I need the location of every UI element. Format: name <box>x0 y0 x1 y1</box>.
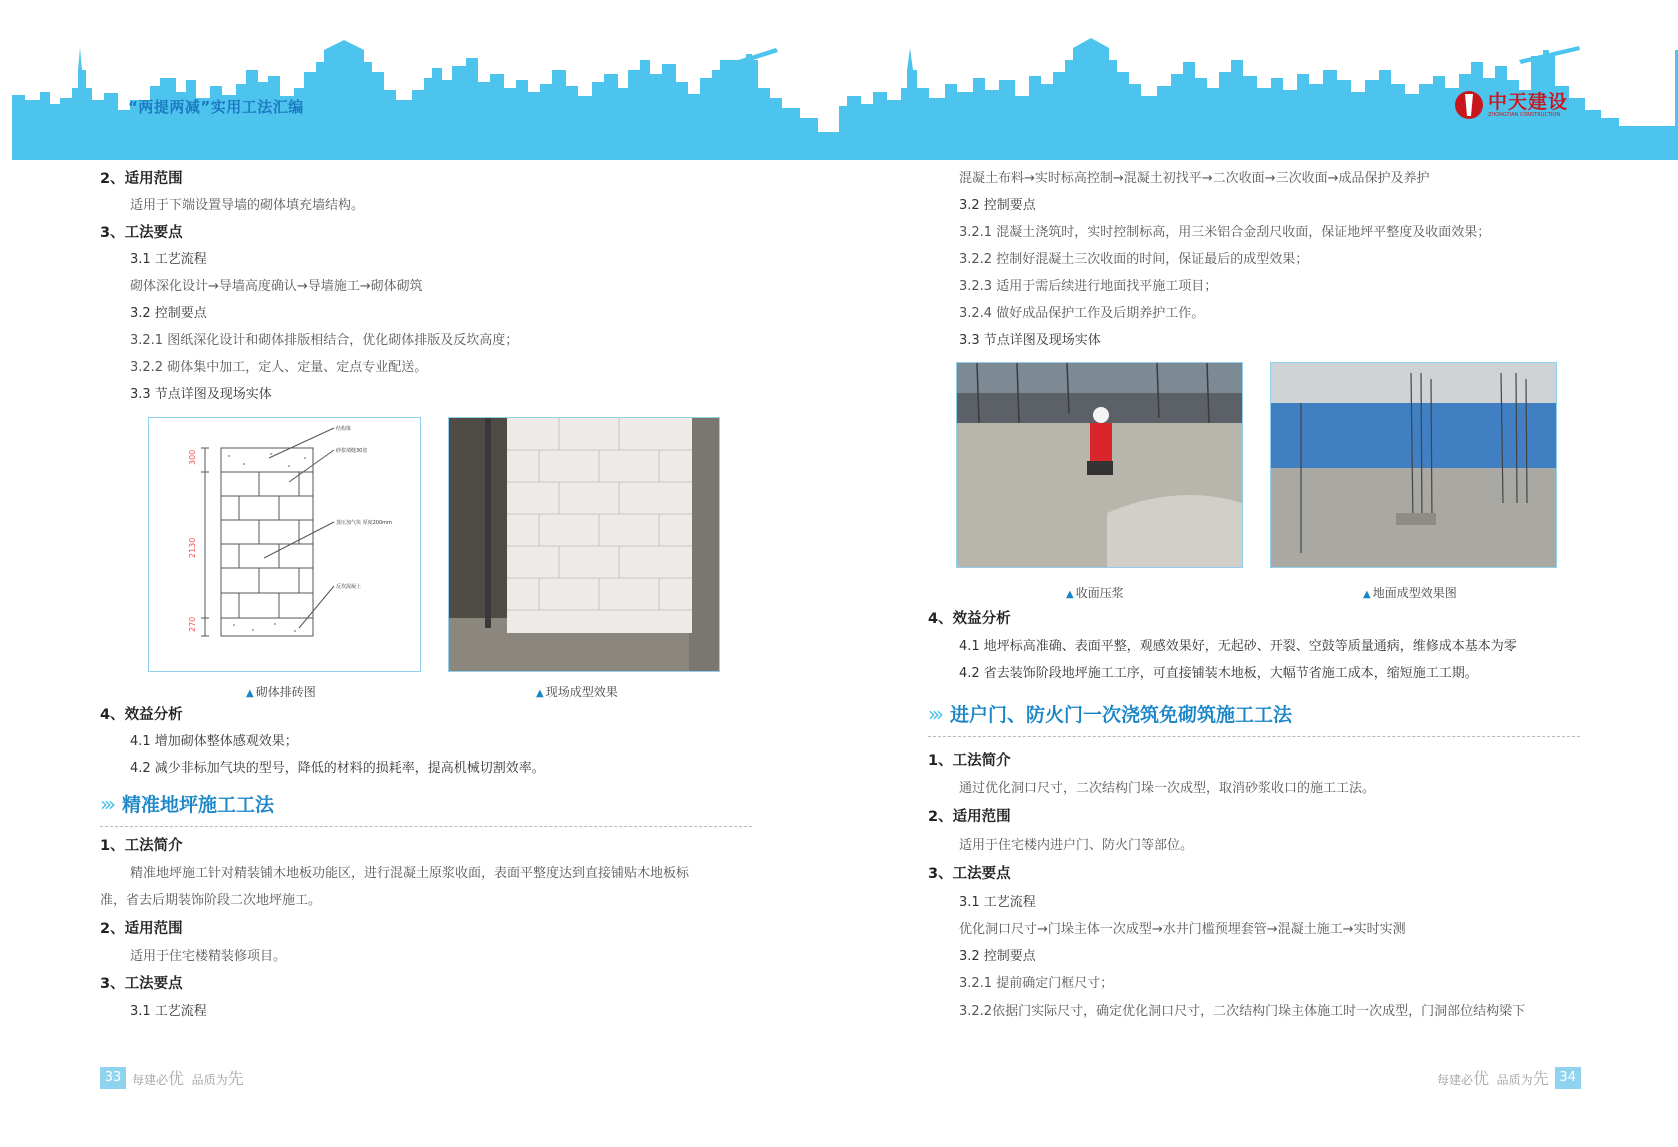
heading-benefit: 4、效益分析 <box>100 707 183 723</box>
paragraph: 4.1 地坪标高准确、表面平整，观感效果好，无起砂、开裂、空鼓等质量通病，维修成本基本为零 <box>959 639 1517 654</box>
drawing-note: 蒸压加气块 厚度200mm <box>336 520 392 526</box>
process-flow: 砌体深化设计→导墙高度确认→导墙施工→砌体砌筑 <box>130 279 423 294</box>
process-flow: 混凝土布料→实时标高控制→混凝土初找平→二次收面→三次收面→成品保护及养护 <box>959 171 1430 186</box>
paragraph: 4.2 省去装饰阶段地坪施工工序，可直接铺装木地板，大幅节省施工成本，缩短施工工期。 <box>959 666 1478 681</box>
zhongtian-logo-icon <box>1454 90 1484 120</box>
chevrons-icon: ››› <box>100 791 112 816</box>
floor-finish-photo <box>1270 362 1557 568</box>
triangle-icon: ▲ <box>1066 589 1074 600</box>
heading-scope: 2、适用范围 <box>928 809 1011 825</box>
paragraph: 3.2.1 图纸深化设计和砌体排版相结合，优化砌体排版及反坎高度； <box>130 333 519 348</box>
page-number: 34 <box>1555 1067 1581 1089</box>
heading-scope: 2、适用范围 <box>100 921 183 937</box>
dim-label: 2130 <box>188 537 197 558</box>
paragraph: 3.2.2 砌体集中加工，定人、定量、定点专业配送。 <box>130 360 428 375</box>
heading-scope: 2、适用范围 <box>100 171 183 187</box>
right-page <box>839 0 1678 1147</box>
divider <box>100 826 752 827</box>
heading-intro: 1、工法简介 <box>100 838 183 854</box>
section-title: ››› 精准地坪施工工法 <box>100 791 275 816</box>
troweling-photo <box>956 362 1243 568</box>
paragraph: 3.2.3 适用于需后续进行地面找平施工项目； <box>959 279 1218 294</box>
footer-slogan: 每建必优 品质为先 <box>132 1069 244 1088</box>
dim-label: 300 <box>188 449 197 465</box>
subheading: 3.1 工艺流程 <box>130 1004 207 1019</box>
brick-layout-diagram <box>149 418 420 671</box>
footer-slogan: 每建必优 品质为先 <box>1437 1069 1549 1088</box>
site-wall-photo <box>448 417 720 672</box>
triangle-icon: ▲ <box>536 688 544 699</box>
process-flow: 优化洞口尺寸→门垛主体一次成型→水井门槛预埋套管→混凝土施工→实时实测 <box>959 922 1406 937</box>
subheading: 3.3 节点详图及现场实体 <box>959 333 1101 348</box>
subheading: 3.2 控制要点 <box>959 949 1036 964</box>
paragraph: 4.2 减少非标加气块的型号，降低的材料的损耗率，提高机械切割效率。 <box>130 761 545 776</box>
heading-key-points: 3、工法要点 <box>100 976 183 992</box>
logo-english: ZHONGTIAN CONSTRUCTION <box>1488 112 1561 118</box>
paragraph: 3.2.4 做好成品保护工作及后期养护工作。 <box>959 306 1205 321</box>
paragraph: 适用于住宅楼精装修项目。 <box>130 949 287 964</box>
chevrons-icon: ››› <box>928 701 940 726</box>
masonry-layout-drawing <box>148 417 421 672</box>
figure-caption: ▲ 现场成型效果 <box>536 685 618 699</box>
subheading: 3.1 工艺流程 <box>130 252 207 267</box>
figure-caption: ▲ 收面压浆 <box>1066 586 1124 600</box>
paragraph: 通过优化洞口尺寸，二次结构门垛一次成型，取消砂浆收口的施工工法。 <box>959 781 1376 796</box>
paragraph: 准，省去后期装饰阶段二次地坪施工。 <box>100 893 322 908</box>
triangle-icon: ▲ <box>1363 589 1371 600</box>
paragraph: 3.2.1 混凝土浇筑时，实时控制标高，用三米铝合金刮尺收面，保证地坪平整度及收面效果； <box>959 225 1491 240</box>
triangle-icon: ▲ <box>246 688 254 699</box>
logo-name: 中天建设 <box>1488 91 1569 113</box>
paragraph: 精准地坪施工针对精装铺木地板功能区，进行混凝土原浆收面，表面平整度达到直接铺贴木地板标 <box>130 866 690 881</box>
drawing-note: 结构梁 <box>336 426 352 432</box>
dim-label: 270 <box>188 616 197 632</box>
photo-placeholder <box>449 418 719 671</box>
paragraph: 4.1 增加砌体整体感观效果； <box>130 734 298 749</box>
subheading: 3.2 控制要点 <box>130 306 207 321</box>
drawing-note: 砂浆填缝30宽 <box>336 448 368 454</box>
subheading: 3.1 工艺流程 <box>959 895 1036 910</box>
heading-benefit: 4、效益分析 <box>928 611 1011 627</box>
divider <box>928 736 1580 737</box>
figure-caption: ▲ 砌体排砖图 <box>246 685 316 699</box>
paragraph: 3.2.1 提前确定门框尺寸； <box>959 976 1114 991</box>
figure-caption: ▲ 地面成型效果图 <box>1363 586 1457 600</box>
page-number: 33 <box>100 1067 126 1089</box>
paragraph: 3.2.2依据门实际尺寸，确定优化洞口尺寸，二次结构门垛主体施工时一次成型，门洞部位结构梁下 <box>959 1004 1526 1019</box>
city-skyline-banner <box>0 0 839 165</box>
page-footer <box>100 1066 250 1089</box>
heading-key-points: 3、工法要点 <box>100 225 183 241</box>
photo-placeholder <box>1271 363 1556 567</box>
city-skyline-banner <box>839 0 1678 165</box>
section-title: ››› 进户门、防火门一次浇筑免砌筑施工工法 <box>928 701 1293 726</box>
page-footer <box>1431 1066 1581 1089</box>
subheading: 3.3 节点详图及现场实体 <box>130 387 272 402</box>
heading-key-points: 3、工法要点 <box>928 866 1011 882</box>
drawing-note: 反坎混凝土 <box>336 584 362 590</box>
company-logo <box>1454 90 1568 120</box>
header-title: “两提两减”实用工法汇编 <box>128 98 304 116</box>
photo-placeholder <box>957 363 1242 567</box>
paragraph: 适用于住宅楼内进户门、防火门等部位。 <box>959 838 1194 853</box>
paragraph: 3.2.2 控制好混凝土三次收面的时间，保证最后的成型效果； <box>959 252 1309 267</box>
subheading: 3.2 控制要点 <box>959 198 1036 213</box>
paragraph: 适用于下端设置导墙的砌体填充墙结构。 <box>130 198 365 213</box>
heading-intro: 1、工法简介 <box>928 753 1011 769</box>
